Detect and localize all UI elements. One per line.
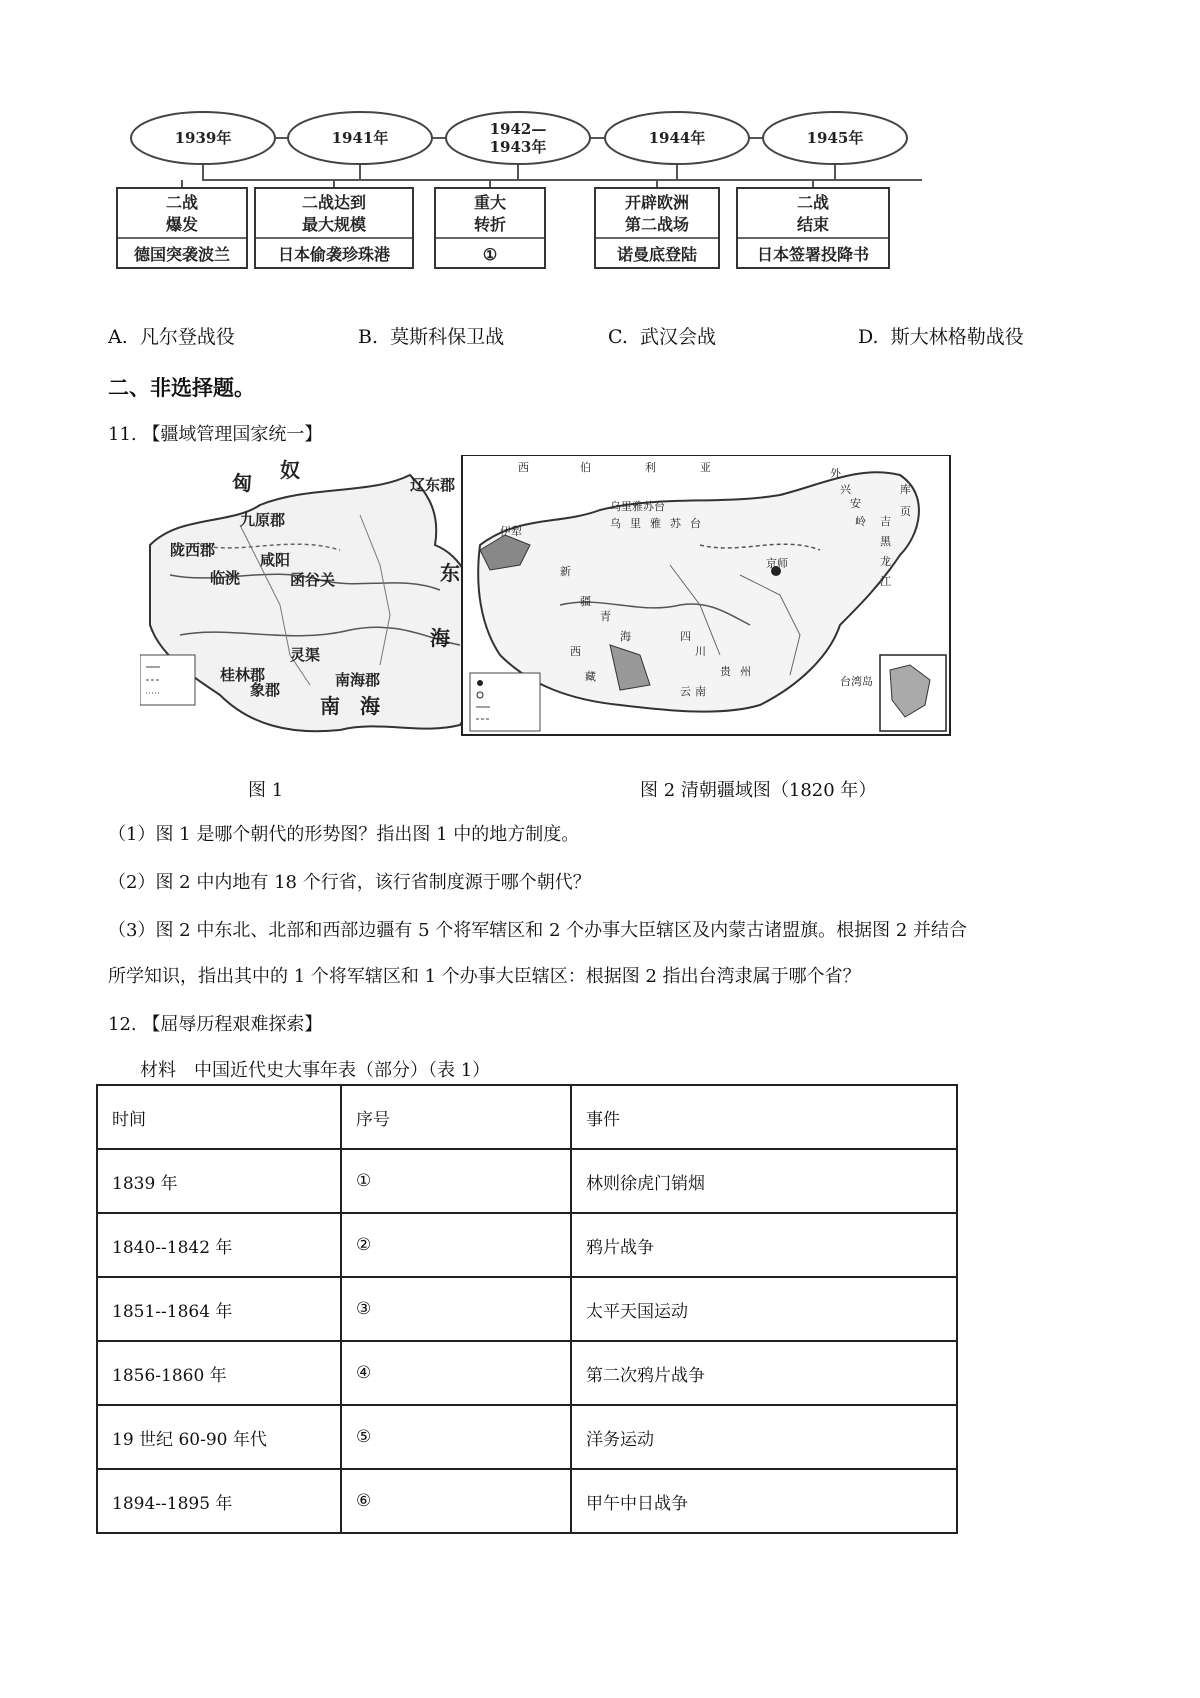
number-cell: ⑤	[341, 1405, 571, 1469]
map2-place-label: 南	[695, 685, 706, 698]
map1-place-label: 咸阳	[260, 551, 291, 569]
table-row	[97, 1469, 957, 1533]
timeline-year-oval	[605, 112, 749, 164]
map1-qin	[140, 458, 481, 731]
map1-place-label: 辽东郡	[410, 476, 456, 494]
q12-heading: 12. 【屈辱历程艰难探索】	[108, 1014, 323, 1035]
map2-place-label: 贵	[720, 665, 731, 678]
q11-sub3: （3）图 2 中东北、北部和西部边疆有 5 个将军辖区和 2 个办事大臣辖区及内蒙古诸盟旗。根据图 2 并结合	[108, 920, 968, 941]
map2-place-label: 疆	[580, 595, 591, 608]
header-cell-event: 事件	[571, 1085, 957, 1149]
map2-place-label: 页	[900, 505, 911, 518]
number-cell: ⑥	[341, 1469, 571, 1533]
map2-place-label: 台湾岛	[840, 675, 873, 688]
map2-place-label: 亚	[700, 461, 711, 474]
timeline-event-title: 开辟欧洲	[624, 193, 690, 212]
map1-place-label: 奴	[280, 458, 300, 482]
map2-place-label: 京师	[766, 557, 788, 570]
table-row	[97, 1277, 957, 1341]
map2-place-label: 黑	[880, 535, 891, 548]
number-cell: ①	[341, 1149, 571, 1213]
map2-place-label: 利	[645, 461, 656, 474]
event-cell: 第二次鸦片战争	[571, 1341, 957, 1405]
table-row	[97, 1341, 957, 1405]
map1-place-label: 匈	[232, 471, 252, 495]
section-title: 二、非选择题。	[108, 376, 255, 400]
q11-sub3-cont: 所学知识，指出其中的 1 个将军辖区和 1 个办事大臣辖区：根据图 2 指出台湾隶属于哪个省？	[108, 966, 861, 987]
map1-place-label: 南	[320, 694, 340, 718]
map2-place-label: 安	[850, 497, 861, 510]
timeline-year-oval	[446, 112, 590, 164]
timeline-year-label: 1943年	[489, 138, 547, 156]
map1-place-label: 函谷关	[290, 571, 336, 589]
number-cell: ④	[341, 1341, 571, 1405]
option-d[interactable]: D. 斯大林格勒战役	[858, 326, 1024, 348]
timeline-event-detail: 日本偷袭珍珠港	[277, 245, 391, 264]
time-cell: 1840--1842 年	[97, 1213, 341, 1277]
timeline-event-detail: 德国突袭波兰	[133, 245, 231, 264]
map1-place-label: 九原郡	[240, 511, 286, 529]
map2-place-label: 伊犁	[500, 525, 522, 538]
header-cell-time: 时间	[97, 1085, 341, 1149]
event-cell: 洋务运动	[571, 1405, 957, 1469]
q11-sub2: （2）图 2 中内地有 18 个行省，该行省制度源于哪个朝代？	[108, 872, 591, 893]
map1-place-label: 桂林郡	[220, 666, 266, 684]
q11-sub1: （1）图 1 是哪个朝代的形势图？指出图 1 中的地方制度。	[108, 824, 580, 845]
map2-place-label: 里	[630, 517, 641, 530]
map2-place-label: 州	[740, 665, 751, 678]
timeline-event-box	[117, 180, 247, 268]
map2-place-label: 青	[600, 610, 611, 623]
map1-place-label: 海	[430, 626, 450, 650]
map1-place-label: 灵渠	[290, 646, 321, 664]
map2-place-label: 吉	[880, 515, 891, 528]
event-cell: 太平天国运动	[571, 1277, 957, 1341]
map1-place-label: 临洮	[210, 569, 241, 587]
map2-place-label: 苏	[670, 517, 681, 530]
map2-place-label: 伯	[580, 461, 591, 474]
map2-caption: 图 2 清朝疆域图（1820 年）	[640, 780, 877, 801]
map1-place-label: 南海郡	[335, 671, 381, 689]
timeline-event-title: 爆发	[165, 215, 199, 234]
timeline-event-title: 二战达到	[301, 193, 367, 212]
map2-place-label: 外	[830, 467, 841, 480]
timeline-event-title: 最大规模	[301, 215, 367, 234]
map2-place-label: 台	[690, 517, 701, 530]
map2-place-label: 川	[695, 645, 706, 658]
q11-heading: 11. 【疆域管理国家统一】	[108, 424, 323, 445]
timeline-event-detail: 诺曼底登陆	[616, 245, 698, 264]
q12-material-caption: 材料 中国近代史大事年表（部分）（表 1）	[140, 1060, 491, 1081]
timeline-event-title: 结束	[796, 215, 830, 234]
timeline-event-title: 转折	[473, 215, 507, 234]
events-table	[96, 1084, 958, 1534]
map2-place-label: 岭	[855, 515, 866, 528]
timeline-event-box	[737, 180, 889, 268]
timeline-year-label: 1945年	[806, 129, 864, 147]
map2-place-label: 库	[900, 483, 911, 496]
map2-place-label: 四	[680, 630, 691, 643]
map2-place-label: 西	[570, 645, 581, 658]
timeline-year-label: 1942—	[489, 120, 547, 138]
timeline-year-oval	[763, 112, 907, 164]
timeline-event-detail: 日本签署投降书	[756, 245, 870, 264]
map2-place-label: 新	[560, 565, 571, 578]
map1-place-label: 海	[360, 694, 380, 718]
map1-place-label: 陇西郡	[170, 541, 216, 559]
option-a[interactable]: A. 凡尔登战役	[108, 326, 235, 348]
timeline-year-label: 1939年	[174, 129, 232, 147]
table-header-row	[97, 1085, 957, 1149]
map2-place-label: 乌里雅苏台	[610, 500, 665, 513]
timeline-event-box	[255, 180, 413, 268]
time-cell: 1851--1864 年	[97, 1277, 341, 1341]
map2-place-label: 雅	[650, 517, 661, 530]
number-cell: ②	[341, 1213, 571, 1277]
option-c[interactable]: C. 武汉会战	[608, 326, 717, 348]
timeline-year-label: 1944年	[648, 129, 706, 147]
map2-qing	[462, 455, 950, 735]
option-b[interactable]: B. 莫斯科保卫战	[358, 326, 505, 348]
timeline-event-box	[435, 180, 545, 268]
timeline-event-title: 二战	[796, 193, 830, 212]
time-cell: 1894--1895 年	[97, 1469, 341, 1533]
timeline-year-oval	[288, 112, 432, 164]
timeline-diagram	[115, 100, 955, 295]
map2-place-label: 龙	[880, 555, 891, 568]
map2-place-label: 云	[680, 685, 691, 698]
time-cell: 1839 年	[97, 1149, 341, 1213]
timeline-event-title: 重大	[473, 193, 507, 212]
table-row	[97, 1213, 957, 1277]
map2-place-label: 江	[880, 575, 891, 588]
map2-place-label: 乌	[610, 517, 621, 530]
time-cell: 19 世纪 60-90 年代	[97, 1405, 341, 1469]
timeline-year-label: 1941年	[331, 129, 389, 147]
q11-maps	[140, 455, 1040, 765]
event-cell: 鸦片战争	[571, 1213, 957, 1277]
timeline-event-title: 第二战场	[624, 215, 690, 234]
map2-place-label: 西	[518, 461, 529, 474]
time-cell: 1856-1860 年	[97, 1341, 341, 1405]
map1-place-label: 象郡	[250, 681, 281, 699]
header-cell-number: 序号	[341, 1085, 571, 1149]
timeline-event-title: 二战	[165, 193, 199, 212]
map1-place-label: 东	[440, 561, 460, 585]
timeline-event-box	[595, 180, 719, 268]
event-cell: 林则徐虎门销烟	[571, 1149, 957, 1213]
map2-place-label: 藏	[585, 670, 596, 683]
timeline-year-oval	[131, 112, 275, 164]
table-row	[97, 1149, 957, 1213]
table-row	[97, 1405, 957, 1469]
map2-place-label: 兴	[840, 483, 851, 496]
event-cell: 甲午中日战争	[571, 1469, 957, 1533]
timeline-event-detail: ①	[482, 245, 498, 264]
map1-caption: 图 1	[248, 780, 284, 801]
map2-place-label: 海	[620, 630, 631, 643]
number-cell: ③	[341, 1277, 571, 1341]
